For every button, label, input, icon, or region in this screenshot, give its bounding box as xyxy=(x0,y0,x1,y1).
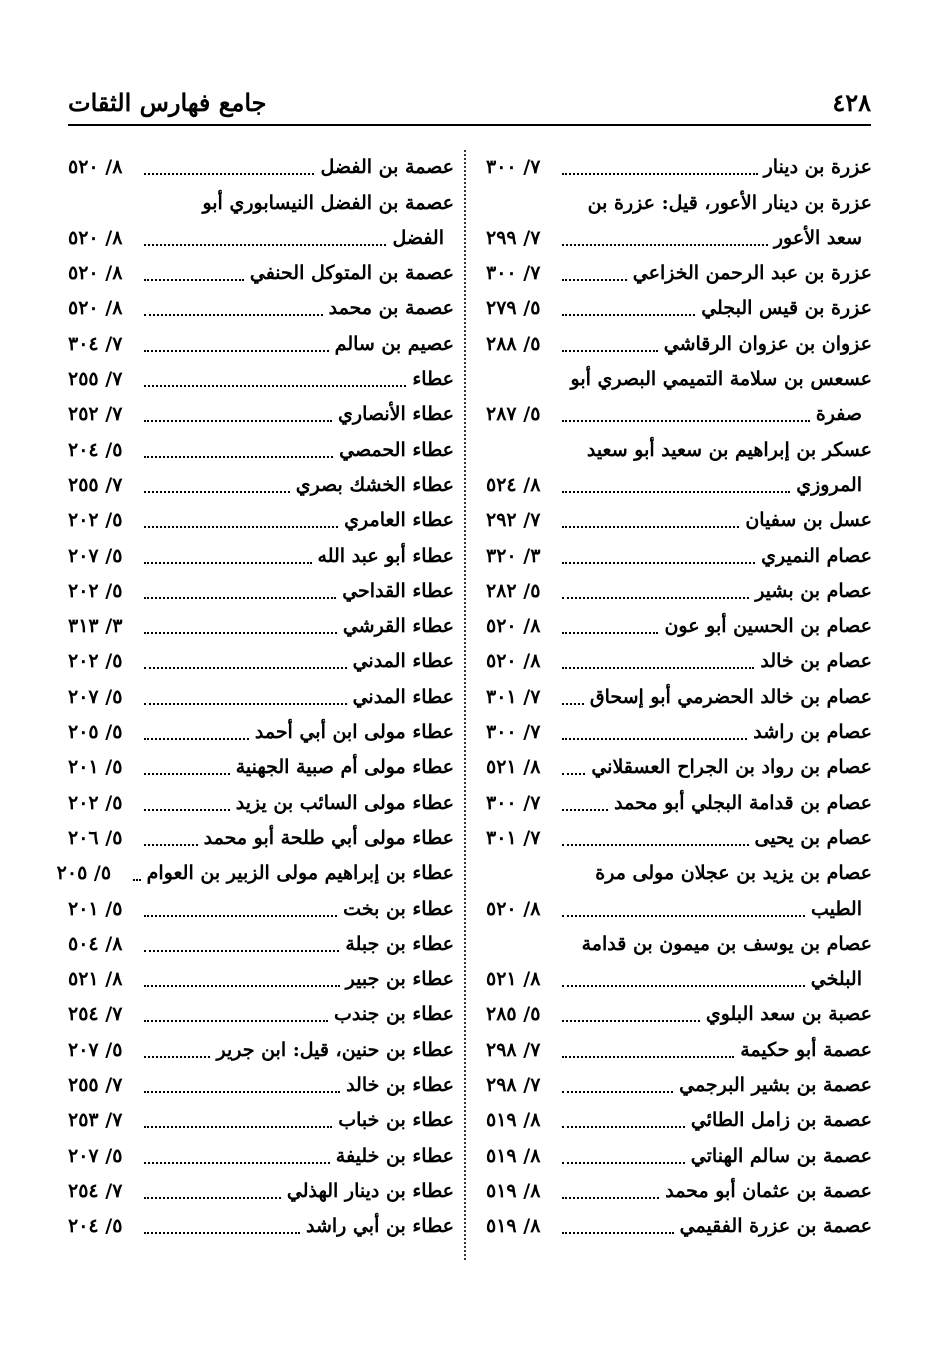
index-entry xyxy=(486,503,872,538)
index-entry xyxy=(486,468,872,503)
volume-page-ref: ٥/ ٢٨٧ xyxy=(486,403,541,426)
entry-name: عصام بن خالد xyxy=(760,650,872,673)
dot-leader xyxy=(144,1162,330,1164)
volume-page-ref: ٧/ ٢٥٤ xyxy=(68,1003,123,1026)
dot-leader xyxy=(144,985,340,987)
entry-name: عصام بن الحسين أبو عون xyxy=(664,615,872,638)
dot-leader xyxy=(562,244,768,246)
index-entry xyxy=(486,221,872,256)
index-entry xyxy=(486,1209,872,1244)
entry-name: عطاء الأنصاري xyxy=(338,403,454,426)
dot-leader xyxy=(562,491,790,493)
index-entry xyxy=(68,150,454,185)
entry-name: عصمة بن عزرة الفقيمي xyxy=(679,1215,872,1238)
index-entry xyxy=(486,538,872,573)
entry-name: الفضل xyxy=(392,226,444,249)
entry-name: الطيب xyxy=(810,897,862,920)
index-entry xyxy=(486,891,872,926)
index-entry xyxy=(68,644,454,679)
volume-page-ref: ٨/ ٥٢٠ xyxy=(68,297,123,320)
index-entry xyxy=(68,291,454,326)
volume-page-ref: ٨/ ٥٢٠ xyxy=(486,650,541,673)
dot-leader xyxy=(562,1126,685,1128)
volume-page-ref: ٥/ ٢٨٨ xyxy=(486,332,541,355)
index-entry xyxy=(68,574,454,609)
entry-name: عطاء مولى ابن أبي أحمد xyxy=(254,721,454,744)
entry-name: عزرة بن قيس البجلي xyxy=(701,297,872,320)
volume-page-ref: ٧/ ٢٥٤ xyxy=(68,1179,123,1202)
volume-page-ref: ٧/ ٣٠٠ xyxy=(486,791,541,814)
volume-page-ref: ٨/ ٥٢٠ xyxy=(68,262,123,285)
index-entry xyxy=(68,962,454,997)
entry-name: عصام بن خالد الحضرمي أبو إسحاق xyxy=(589,685,872,708)
dot-leader xyxy=(562,773,585,775)
entry-name: عطاء القرشي xyxy=(342,615,454,638)
volume-page-ref: ٥/ ٢٠٢ xyxy=(68,579,123,602)
index-entry xyxy=(486,927,872,962)
index-entry xyxy=(486,750,872,785)
entry-name: عصام النميري xyxy=(761,544,872,567)
dot-leader xyxy=(144,738,249,740)
index-entry xyxy=(486,609,872,644)
volume-page-ref: ٧/ ٣٠٤ xyxy=(68,332,123,355)
index-entry xyxy=(68,221,454,256)
volume-page-ref: ٨/ ٥٢٤ xyxy=(486,473,541,496)
entry-name: عطاء العامري xyxy=(344,509,454,532)
index-entry xyxy=(68,1032,454,1067)
entry-name: عطاء بن خباب xyxy=(338,1109,454,1132)
index-column-right xyxy=(486,150,872,1270)
dot-leader xyxy=(562,1162,685,1164)
index-entry xyxy=(486,821,872,856)
column-separator xyxy=(464,150,466,1260)
volume-page-ref: ٨/ ٥٢٠ xyxy=(486,897,541,920)
volume-page-ref: ٥/ ٢٠١ xyxy=(68,756,123,779)
index-entry xyxy=(486,997,872,1032)
volume-page-ref: ٧/ ٢٥٥ xyxy=(68,473,123,496)
dot-leader xyxy=(562,1020,700,1022)
index-entry xyxy=(68,1068,454,1103)
index-entry xyxy=(68,891,454,926)
index-entry xyxy=(68,715,454,750)
entry-name: عزرة بن دينار الأعور، قيل: عزرة بن xyxy=(587,191,872,214)
entry-name: صفرة xyxy=(815,403,862,426)
dot-leader xyxy=(144,244,386,246)
index-entry xyxy=(68,256,454,291)
page-header xyxy=(68,84,871,126)
volume-page-ref: ٥/ ٢٠٧ xyxy=(68,1038,123,1061)
dot-leader xyxy=(562,1056,734,1058)
entry-name: عطاء xyxy=(412,368,454,391)
volume-page-ref: ٧/ ٢٥٣ xyxy=(68,1109,123,1132)
index-entry xyxy=(68,785,454,820)
volume-page-ref: ٥/ ٢٠٢ xyxy=(68,509,123,532)
dot-leader xyxy=(562,1091,673,1093)
volume-page-ref: ٨/ ٥١٩ xyxy=(486,1179,541,1202)
entry-name: عصمة بن سالم الهناتي xyxy=(690,1144,872,1167)
index-entry xyxy=(486,574,872,609)
entry-name: عطاء بن جبير xyxy=(345,968,454,991)
entry-name: عصام بن بشير xyxy=(755,579,872,602)
entry-name: عطاء بن حنين، قيل: ابن جرير xyxy=(216,1038,454,1061)
index-entry xyxy=(486,1032,872,1067)
volume-page-ref: ٧/ ٣٠١ xyxy=(486,826,541,849)
index-entry xyxy=(68,1138,454,1173)
entry-name: عصام بن يوسف بن ميمون بن قدامة xyxy=(581,932,872,955)
volume-page-ref: ٧/ ٢٩٨ xyxy=(486,1038,541,1061)
entry-name: عصام بن يحيى xyxy=(754,826,872,849)
dot-leader xyxy=(144,279,244,281)
index-entry xyxy=(68,679,454,714)
volume-page-ref: ٥/ ٢٠٢ xyxy=(68,650,123,673)
index-entry xyxy=(486,1068,872,1103)
dot-leader xyxy=(144,703,347,705)
entry-name: عزرة بن دينار xyxy=(763,156,872,179)
index-column-left xyxy=(56,150,454,1270)
dot-leader xyxy=(144,809,230,811)
dot-leader xyxy=(562,279,627,281)
dot-leader xyxy=(562,703,584,705)
volume-page-ref: ٧/ ٢٩٨ xyxy=(486,1074,541,1097)
volume-page-ref: ٥/ ٢٠٧ xyxy=(68,544,123,567)
entry-name: عصمة بن بشير البرجمي xyxy=(679,1074,872,1097)
entry-name: عطاء بن دينار الهذلي xyxy=(286,1179,454,1202)
index-entry xyxy=(486,856,872,891)
dot-leader xyxy=(144,597,336,599)
entry-name: عصمة بن الفضل xyxy=(320,156,454,179)
index-entry xyxy=(486,397,872,432)
dot-leader xyxy=(562,350,658,352)
dot-leader xyxy=(144,350,329,352)
volume-page-ref: ٧/ ٢٩٩ xyxy=(486,226,541,249)
entry-name: عطاء المدني xyxy=(352,650,454,673)
volume-page-ref: ٥/ ٢٠٦ xyxy=(68,826,123,849)
dot-leader xyxy=(562,1197,659,1199)
entry-name: عطاء القداحي xyxy=(342,579,454,602)
entry-name: سعد الأعور xyxy=(773,226,862,249)
dot-leader xyxy=(144,1020,328,1022)
volume-page-ref: ٧/ ٣٠٠ xyxy=(486,262,541,285)
entry-name: عطاء الخشك بصري xyxy=(295,473,454,496)
dot-leader xyxy=(562,844,749,846)
dot-leader xyxy=(144,950,339,952)
volume-page-ref: ٥/ ٢٨٥ xyxy=(486,1003,541,1026)
volume-page-ref: ٨/ ٥٢١ xyxy=(486,756,541,779)
index-entry xyxy=(486,291,872,326)
index-entry xyxy=(486,715,872,750)
volume-page-ref: ٥/ ٢٧٩ xyxy=(486,297,541,320)
dot-leader xyxy=(144,1091,340,1093)
entry-name: عطاء المدني xyxy=(352,685,454,708)
dot-leader xyxy=(144,314,323,316)
index-entry xyxy=(68,397,454,432)
entry-name: عصمة بن الفضل النيسابوري أبو xyxy=(202,191,454,214)
index-entry xyxy=(68,750,454,785)
index-entry xyxy=(68,503,454,538)
entry-name: عصام بن يزيد بن عجلان مولى مرة xyxy=(595,862,872,885)
entry-name: عطاء بن جبلة xyxy=(345,932,454,955)
index-entry xyxy=(68,821,454,856)
entry-name: عزوان بن عزوان الرقاشي xyxy=(663,332,872,355)
index-entry xyxy=(68,432,454,467)
entry-name: عطاء أبو عبد الله xyxy=(317,544,454,567)
volume-page-ref: ٨/ ٥٢١ xyxy=(68,968,123,991)
entry-name: عزرة بن عبد الرحمن الخزاعي xyxy=(632,262,872,285)
dot-leader xyxy=(144,173,314,175)
volume-page-ref: ٨/ ٥١٩ xyxy=(486,1109,541,1132)
entry-name: عطاء بن بخت xyxy=(343,897,454,920)
entry-name: عصام بن راشد xyxy=(753,721,872,744)
dot-leader xyxy=(562,1232,674,1234)
entry-name: عصمة بن زامل الطائي xyxy=(690,1109,872,1132)
index-entry xyxy=(486,1103,872,1138)
dot-leader xyxy=(562,420,810,422)
dot-leader xyxy=(144,1232,300,1234)
volume-page-ref: ٥/ ٢٠٤ xyxy=(68,438,123,461)
volume-page-ref: ٧/ ٢٥٢ xyxy=(68,403,123,426)
volume-page-ref: ٨/ ٥١٩ xyxy=(486,1144,541,1167)
dot-leader xyxy=(562,562,755,564)
entry-name: عصمة بن المتوكل الحنفي xyxy=(249,262,454,285)
entry-name: عطاء بن أبي راشد xyxy=(306,1215,454,1238)
dot-leader xyxy=(562,915,805,917)
dot-leader xyxy=(562,738,747,740)
index-entry xyxy=(486,326,872,361)
entry-name: عسكر بن إبراهيم بن سعيد أبو سعيد xyxy=(586,438,872,461)
volume-page-ref: ٧/ ٢٥٥ xyxy=(68,1074,123,1097)
index-entry xyxy=(486,185,872,220)
entry-name: عطاء الحمصي xyxy=(339,438,454,461)
index-entry xyxy=(68,997,454,1032)
index-entry xyxy=(68,468,454,503)
dot-leader xyxy=(144,915,337,917)
volume-page-ref: ٥/ ٢٠٥ xyxy=(56,862,112,885)
entry-name: عطاء بن إبراهيم مولى الزبير بن العوام xyxy=(146,862,454,885)
dot-leader xyxy=(562,173,758,175)
volume-page-ref: ٧/ ٢٥٥ xyxy=(68,368,123,391)
index-entry xyxy=(68,185,454,220)
index-entry xyxy=(68,1209,454,1244)
volume-page-ref: ٨/ ٥٠٤ xyxy=(68,932,123,955)
index-entry xyxy=(68,1103,454,1138)
index-entry xyxy=(486,644,872,679)
volume-page-ref: ٨/ ٥٢٠ xyxy=(68,226,123,249)
index-entry xyxy=(486,362,872,397)
volume-page-ref: ٨/ ٥٢١ xyxy=(486,968,541,991)
index-entry xyxy=(68,362,454,397)
volume-page-ref: ٥/ ٢٠٥ xyxy=(68,721,123,744)
volume-page-ref: ٥/ ٢٠٧ xyxy=(68,685,123,708)
entry-name: عطاء مولى السائب بن يزيد xyxy=(235,791,454,814)
entry-name: البلخي xyxy=(810,968,862,991)
index-entry xyxy=(68,326,454,361)
entry-name: عصام بن رواد بن الجراح العسقلاني xyxy=(591,756,872,779)
volume-page-ref: ٥/ ٢٨٢ xyxy=(486,579,541,602)
index-entry xyxy=(56,856,454,891)
index-entry xyxy=(486,679,872,714)
dot-leader xyxy=(144,667,347,669)
dot-leader xyxy=(562,667,754,669)
dot-leader xyxy=(144,420,332,422)
entry-name: المروزي xyxy=(796,473,862,496)
entry-name: عطاء بن جندب xyxy=(334,1003,454,1026)
index-entry xyxy=(486,256,872,291)
volume-page-ref: ٥/ ٢٠٧ xyxy=(68,1144,123,1167)
entry-name: عسل بن سفيان xyxy=(745,509,872,532)
dot-leader xyxy=(144,1126,332,1128)
index-entry xyxy=(486,432,872,467)
dot-leader xyxy=(144,844,198,846)
index-entry xyxy=(68,609,454,644)
dot-leader xyxy=(133,879,141,881)
volume-page-ref: ٥/ ٢٠٢ xyxy=(68,791,123,814)
volume-page-ref: ٧/ ٣٠٠ xyxy=(486,721,541,744)
entry-name: عطاء مولى أم صبية الجهنية xyxy=(235,756,454,779)
dot-leader xyxy=(144,562,312,564)
index-entry xyxy=(68,927,454,962)
dot-leader xyxy=(562,985,805,987)
entry-name: عسعس بن سلامة التميمي البصري أبو xyxy=(570,368,872,391)
dot-leader xyxy=(562,809,608,811)
volume-page-ref: ٣/ ٣١٣ xyxy=(68,615,123,638)
dot-leader xyxy=(562,314,695,316)
dot-leader xyxy=(144,456,333,458)
volume-page-ref: ٧/ ٣٠١ xyxy=(486,685,541,708)
index-entry xyxy=(486,1174,872,1209)
volume-page-ref: ٨/ ٥٢٠ xyxy=(68,156,123,179)
volume-page-ref: ٥/ ٢٠١ xyxy=(68,897,123,920)
entry-name: عطاء بن خليفة xyxy=(335,1144,454,1167)
dot-leader xyxy=(144,491,290,493)
dot-leader xyxy=(144,773,230,775)
volume-page-ref: ٣/ ٣٢٠ xyxy=(486,544,541,567)
running-title: جامع فهارس الثقات xyxy=(68,88,267,117)
entry-name: عصمة بن عثمان أبو محمد xyxy=(665,1179,872,1202)
volume-page-ref: ٨/ ٥٢٠ xyxy=(486,615,541,638)
dot-leader xyxy=(144,1197,281,1199)
index-entry xyxy=(486,785,872,820)
dot-leader xyxy=(144,385,406,387)
index-entry xyxy=(486,1138,872,1173)
entry-name: عصام بن قدامة البجلي أبو محمد xyxy=(614,791,872,814)
entry-name: عطاء بن خالد xyxy=(346,1074,454,1097)
dot-leader xyxy=(144,526,338,528)
volume-page-ref: ٥/ ٢٠٤ xyxy=(68,1215,123,1238)
index-entry xyxy=(486,150,872,185)
entry-name: عطاء مولى أبي طلحة أبو محمد xyxy=(203,826,454,849)
entry-name: عصيم بن سالم xyxy=(334,332,454,355)
index-entry xyxy=(68,538,454,573)
index-entry xyxy=(68,1174,454,1209)
entry-name: عصبة بن سعد البلوي xyxy=(705,1003,872,1026)
index-entry xyxy=(486,962,872,997)
dot-leader xyxy=(562,526,739,528)
dot-leader xyxy=(562,597,749,599)
dot-leader xyxy=(144,1056,210,1058)
volume-page-ref: ٧/ ٣٠٠ xyxy=(486,156,541,179)
dot-leader xyxy=(144,632,337,634)
entry-name: عصمة أبو حكيمة xyxy=(740,1038,872,1061)
page-number: ٤٢٨ xyxy=(832,88,871,117)
volume-page-ref: ٨/ ٥١٩ xyxy=(486,1215,541,1238)
dot-leader xyxy=(562,632,658,634)
entry-name: عصمة بن محمد xyxy=(328,297,454,320)
volume-page-ref: ٧/ ٢٩٢ xyxy=(486,509,541,532)
